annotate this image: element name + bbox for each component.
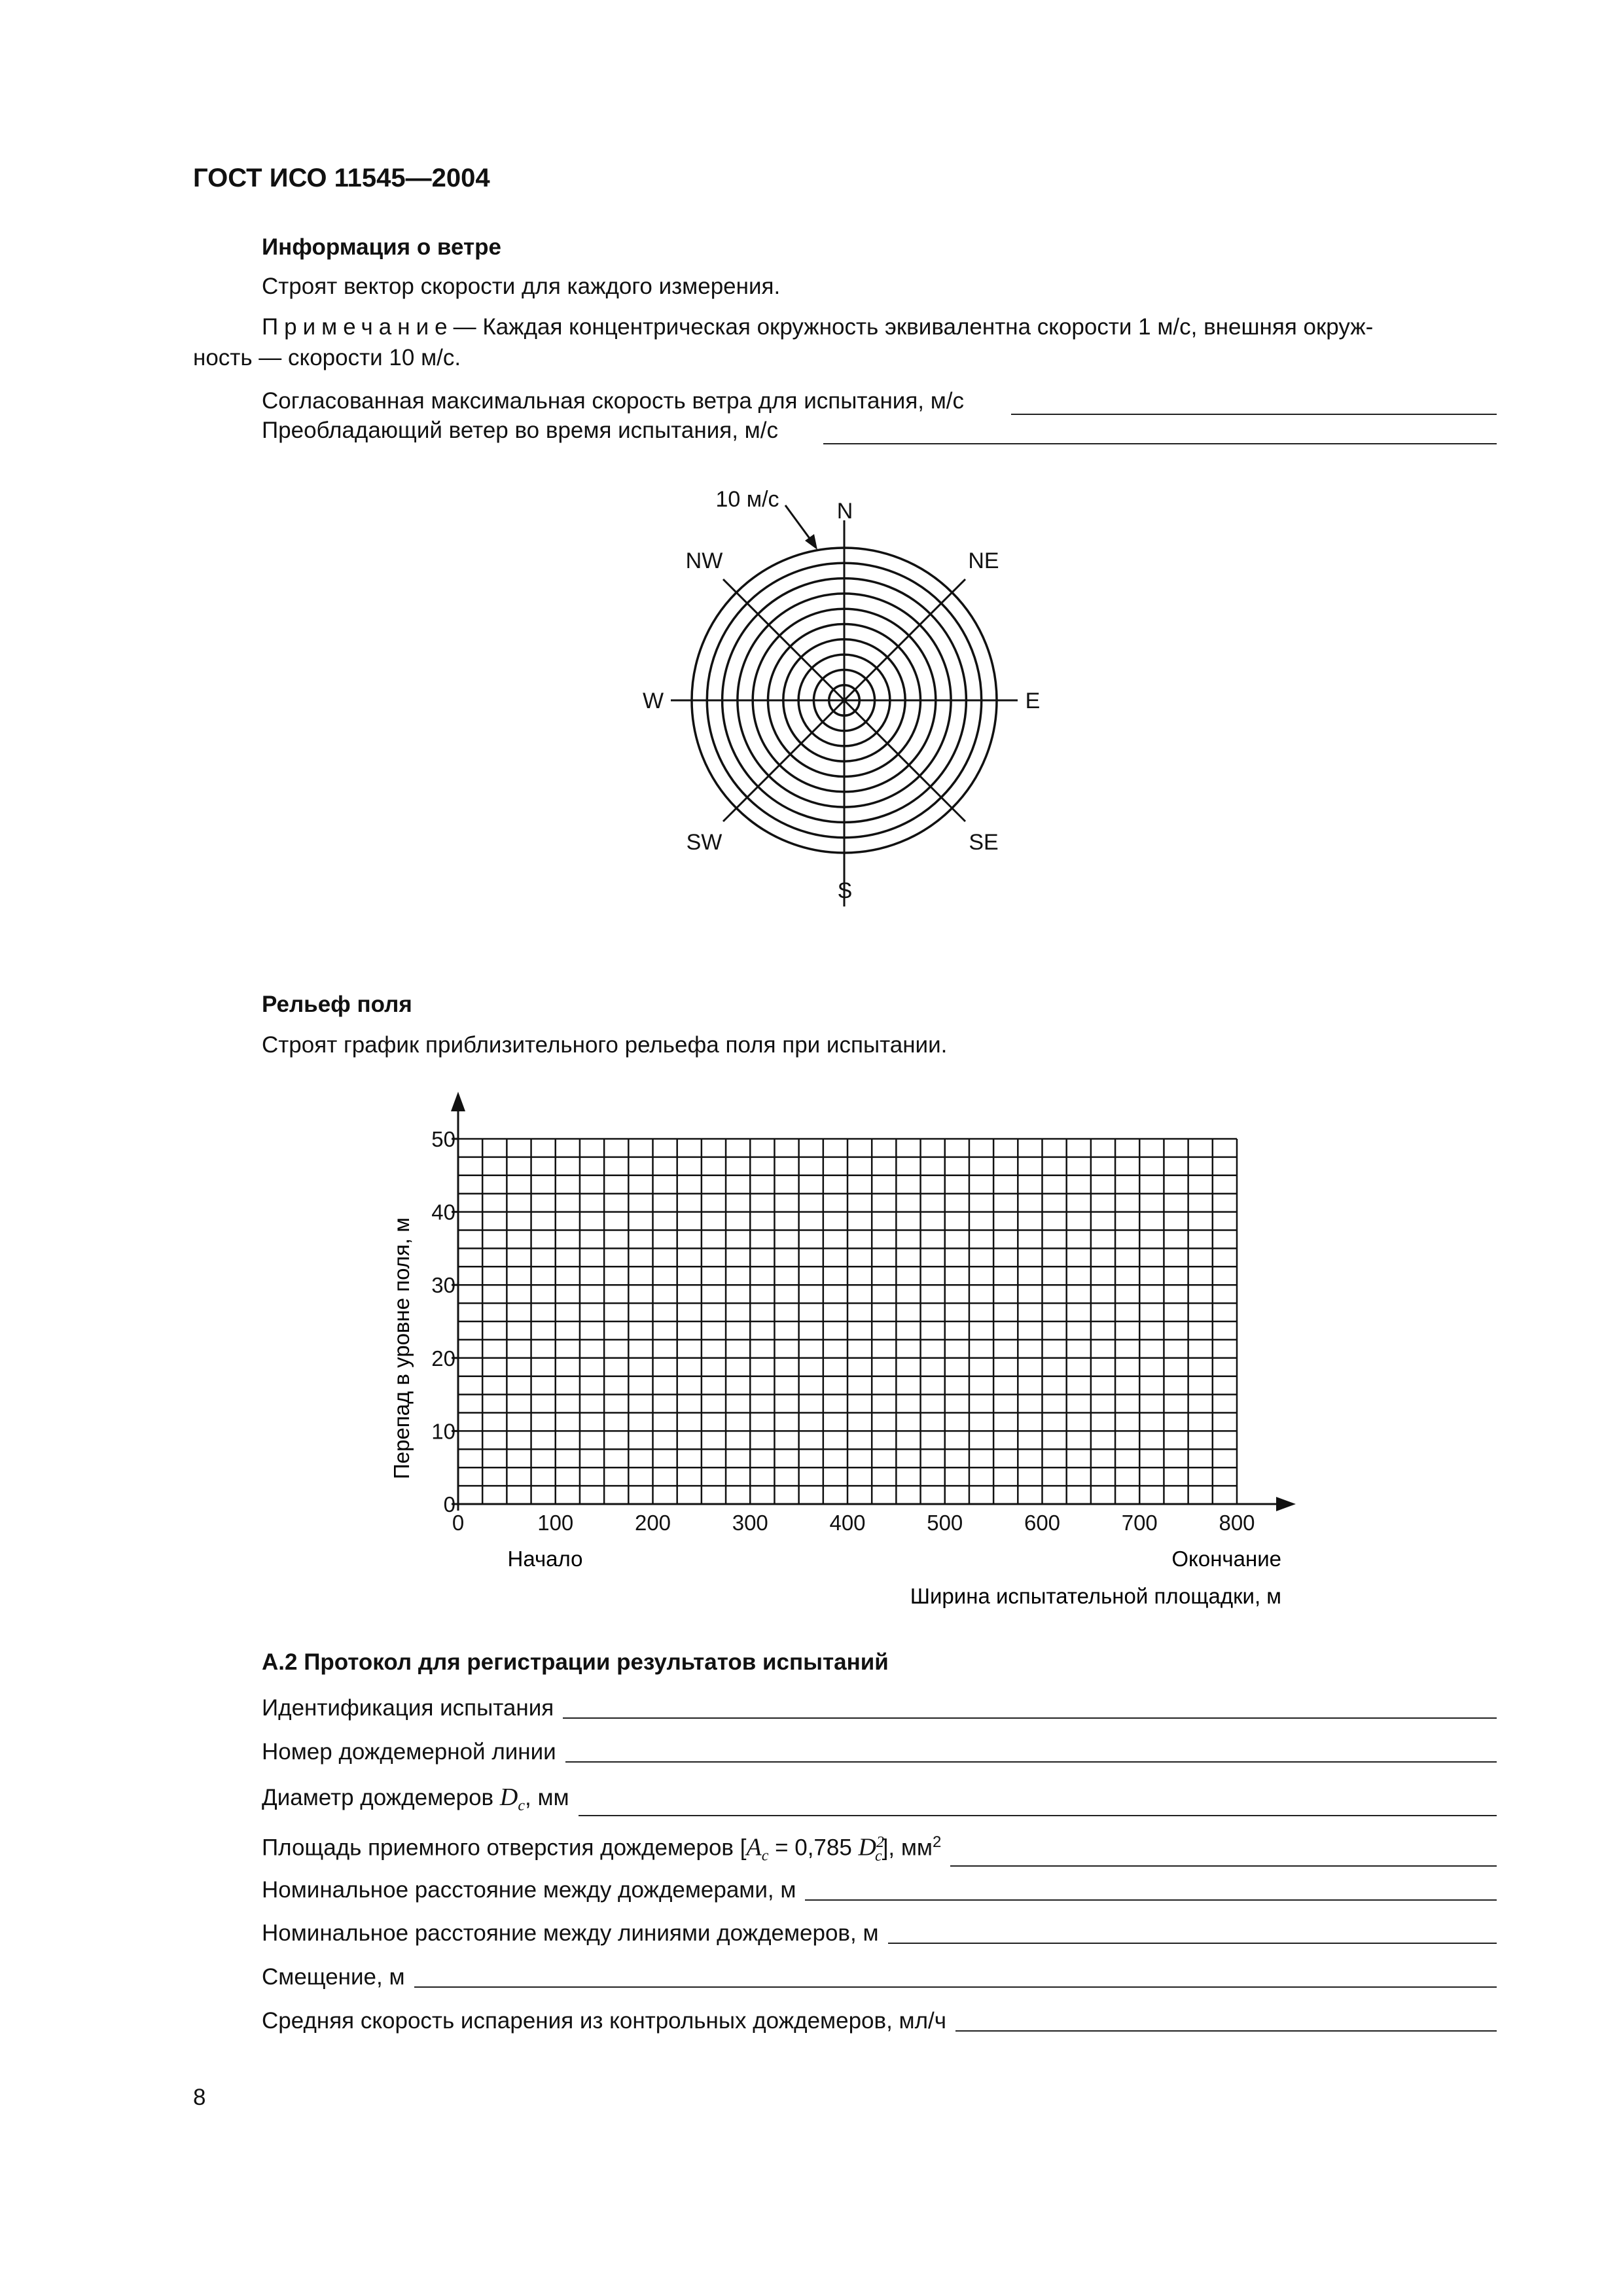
y-tick-label: 50 — [431, 1127, 455, 1151]
area-subscript: c — [761, 1847, 769, 1865]
area-unit-power: 2 — [932, 1833, 942, 1851]
x-start-label: Начало — [507, 1547, 583, 1571]
diameter-field[interactable] — [579, 1815, 1497, 1816]
max-wind-speed-field[interactable] — [1011, 414, 1497, 415]
area-symbol: A — [746, 1833, 762, 1861]
compass-n: N — [836, 499, 853, 524]
x-tick-label: 600 — [1024, 1511, 1061, 1535]
chart-grid — [458, 1139, 1237, 1504]
wind-note-line2: ность — скорости 10 м/с. — [193, 345, 461, 370]
diameter-label — [262, 1784, 569, 1819]
y-tick-label: 20 — [431, 1346, 455, 1371]
x-tick-label: 400 — [829, 1511, 866, 1535]
y-tick-label: 10 — [431, 1419, 455, 1444]
compass-sw: SW — [686, 830, 722, 855]
gauge-spacing-label: Номинальное расстояние между дождемерами, м — [262, 1877, 796, 1903]
compass-se: SE — [969, 830, 999, 855]
area-d-power: 2 — [876, 1834, 884, 1851]
gauge-line-row — [262, 1739, 1497, 1765]
gauge-spacing-row — [262, 1877, 1497, 1903]
line-spacing-field[interactable] — [888, 1943, 1497, 1944]
speed-arrow-head — [805, 534, 817, 550]
offset-row — [262, 1964, 1497, 1990]
wind-instruction: Строят вектор скорости для каждого измерения. — [262, 274, 781, 299]
y-tick-labels — [431, 1127, 455, 1516]
area-d-symbol: D — [858, 1833, 876, 1861]
line-spacing-row — [262, 1920, 1497, 1946]
chart-axes — [451, 1092, 1296, 1511]
y-tick-label: 30 — [431, 1273, 455, 1298]
compass-s: S — [837, 878, 853, 903]
prevailing-wind-field[interactable] — [823, 443, 1497, 444]
compass-w: W — [642, 689, 664, 713]
max-wind-speed-label: Согласованная максимальная скорость ветра для испытания, м/с — [262, 388, 965, 414]
note-label: Примечание — [262, 314, 454, 340]
area-row — [262, 1829, 1497, 1869]
area-field[interactable] — [950, 1865, 1497, 1867]
x-tick-labels — [452, 1511, 1255, 1535]
offset-field[interactable] — [414, 1986, 1497, 1988]
protocol-heading: А.2 Протокол для регистрации результатов испытаний — [262, 1649, 889, 1675]
x-tick-label: 500 — [927, 1511, 963, 1535]
diameter-text: Диаметр дождемеров — [262, 1785, 494, 1810]
test-id-label: Идентификация испытания — [262, 1695, 554, 1721]
x-axis-arrow — [1276, 1497, 1296, 1511]
area-text: Площадь приемного отверстия дождемеров [ — [262, 1835, 747, 1861]
note-text-1: — Каждая концентрическая окружность эквивалентна скорости 1 м/с, внешняя окруж- — [453, 314, 1374, 340]
y-tick-label: 0 — [443, 1492, 455, 1516]
wind-note-line1 — [262, 314, 1373, 340]
y-axis-label: Перепад в уровне поля, м — [389, 1217, 414, 1479]
diameter-subscript: c — [518, 1797, 525, 1814]
x-tick-label: 200 — [634, 1511, 671, 1535]
diameter-row — [262, 1784, 1497, 1819]
x-end-label: Окончание — [1171, 1547, 1281, 1571]
evaporation-label: Средняя скорость испарения из контрольных дождемеров, мл/ч — [262, 2008, 946, 2034]
area-formula: = 0,785 — [768, 1835, 859, 1861]
evaporation-row — [262, 2008, 1497, 2034]
speed-label: 10 м/с — [715, 487, 779, 512]
gauge-line-label: Номер дождемерной линии — [262, 1739, 556, 1765]
diameter-unit: , мм — [525, 1785, 569, 1810]
x-tick-label: 300 — [732, 1511, 768, 1535]
test-id-field[interactable] — [563, 1717, 1497, 1719]
gauge-spacing-field[interactable] — [805, 1899, 1497, 1901]
area-unit: ], мм — [882, 1835, 933, 1861]
x-tick-label: 800 — [1219, 1511, 1255, 1535]
test-id-row — [262, 1695, 1497, 1721]
y-tick-label: 40 — [431, 1200, 455, 1225]
evaporation-field[interactable] — [955, 2030, 1497, 2032]
compass-nw: NW — [685, 548, 723, 573]
x-axis-label: Ширина испытательной площадки, м — [910, 1584, 1281, 1608]
gauge-line-field[interactable] — [565, 1761, 1497, 1763]
page-number: 8 — [193, 2085, 206, 2110]
line-spacing-label: Номинальное расстояние между линиями дождемеров, м — [262, 1920, 879, 1946]
offset-label: Смещение, м — [262, 1964, 405, 1990]
document-id: ГОСТ ИСО 11545—2004 — [193, 164, 490, 192]
relief-heading: Рельеф поля — [262, 992, 412, 1017]
diameter-symbol: D — [499, 1784, 518, 1811]
x-tick-label: 700 — [1121, 1511, 1158, 1535]
wind-rose-diagram — [628, 478, 1073, 923]
prevailing-wind-label: Преобладающий ветер во время испытания, м/с — [262, 418, 778, 443]
area-label — [262, 1829, 941, 1869]
relief-chart — [380, 1090, 1322, 1620]
x-tick-label: 0 — [452, 1511, 465, 1535]
y-axis-arrow — [451, 1092, 465, 1111]
x-tick-label: 100 — [537, 1511, 574, 1535]
area-d-subscript: c — [875, 1847, 882, 1865]
wind-heading: Информация о ветре — [262, 234, 501, 260]
compass-e: E — [1025, 689, 1041, 713]
relief-instruction: Строят график приблизительного рельефа поля при испытании. — [262, 1032, 948, 1058]
compass-ne: NE — [968, 548, 999, 573]
